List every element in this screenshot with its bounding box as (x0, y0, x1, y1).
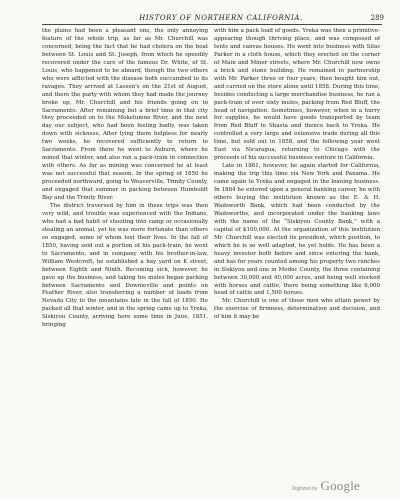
right-column (214, 28, 380, 322)
page-header (40, 13, 384, 23)
paragraph: with him a pack load of goods. Yreka was then a primitive-appearing though thriving place, and was composed of tents and canvas houses. He went into business with Silas Parker in a cloth house, which they erected on the corner of Main and Miner streets, where Mr. Churchill now owns a brick and stone building. He remained in partnership with Mr. Parker three or four years, then bought him out, and carried on the store alone until 1858. During this time, besides conducting a large merchandise business, he ran a pack-train of over sixty mules, packing from Red Bluff, the head of navigation. Sometimes, however, when in a hurry for supplies, he would have goods transported by team from Red Bluff to Shasta and thence back to Yreka. He controlled a very large and extensive trade during all this time, but sold out in 1858, and the following year went East via Nicaragua, returning to Chicago with the proceeds of his successful business venture in California. (214, 28, 380, 162)
running-title: HISTORY OF NORTHERN CALIFORNIA. (139, 14, 303, 22)
google-logo: Google (320, 478, 360, 493)
digitized-by-label: Digitized by (291, 486, 318, 492)
paragraph: the plains had been a pleasant one, the only annoying feature of the whole trip, as far as Mr. Churchill was concerned, being the fact that he had cholera on the boat between St. Louis and St. Joseph, from which he speedily recovered under the care of the famous Dr. White, of St. Louis, who happened to be aboard, though the two others who were afflicted with the disease both succumbed to its ravages. They arrived at Lassen's on the 21st of August, and there the party with whom they had made the journey broke up, Mr. Churchill and his friends going on to Sacramento. After remaining but a brief time in that city they proceeded on to the Mokelumne River, and the next day our subject, who had been feeling badly, was taken down with sickness. After lying there helpless for nearly two weeks, he recovered sufficiently to return to Sacramento. From there he went to Auburn, where he mined that winter, and also ran a pack-train in connection with others. As far as mining was concerned he at least was not successful that season. In the spring of 1850 he proceeded northward, going to Weaverville, Trinity County, and engaged that summer in packing between Humboldt Bay and the Trinity River. (42, 28, 208, 202)
page-number: 289 (370, 14, 384, 22)
digitization-watermark (292, 478, 360, 494)
paragraph: Mr. Churchill is one of those men who attain power by the exercise of firmness, determination and decision, and of him it may be (214, 298, 380, 321)
header-rule (42, 24, 382, 25)
paragraph: Late in 1861, however, he again started for California, making the trip this time via New York and Panama. He came again to Yreka and engaged in the loaning business. In 1884 he entered upon a general banking career, he with others buying the institution known as the E. & H. Wadsworth Bank, which had been conducted by the Wadsworths, and incorporated under the banking laws with the name of the “Siskiyou County Bank,” with a capital of $100,000. At the organization of this institution Mr. Churchill was elected its president, which position, to which he is so well adapted, he yet holds. He has been a heavy investor both before and since entering the bank, and has for years counted among his property two ranches in Siskiyou and one in Modoc County, the three containing between 30,000 and 40,000 acres, and being well stocked with horses and cattle, there being something like 6,000 head of cattle and 1,500 horses. (214, 163, 380, 297)
left-column (42, 28, 208, 330)
paragraph: The district traversed by him in these trips was then very wild, and trouble was experienced with the Indians, who had a bad habit of shooting into camp or occasionally stealing an animal, yet he was more fortunate than others so engaged, some of whom lost their lives. In the fall of 1850, having sold out a portion of his pack-train, he went to Sacramento, and in company with his brother-in-law, William Westcroft, he established a hay yard on K street, between Eighth and Ninth. Becoming sick, however, he gave up the business, and taking his mules began packing between Sacramento and Downieville and points on Feather River, also transferring a number of loads from Nevada City to the mountains late in the fall of 1850. He packed all that winter, and in the spring came up to Yreka, Siskiyou County, arriving here some time in June, 1851, bringing (42, 202, 208, 329)
